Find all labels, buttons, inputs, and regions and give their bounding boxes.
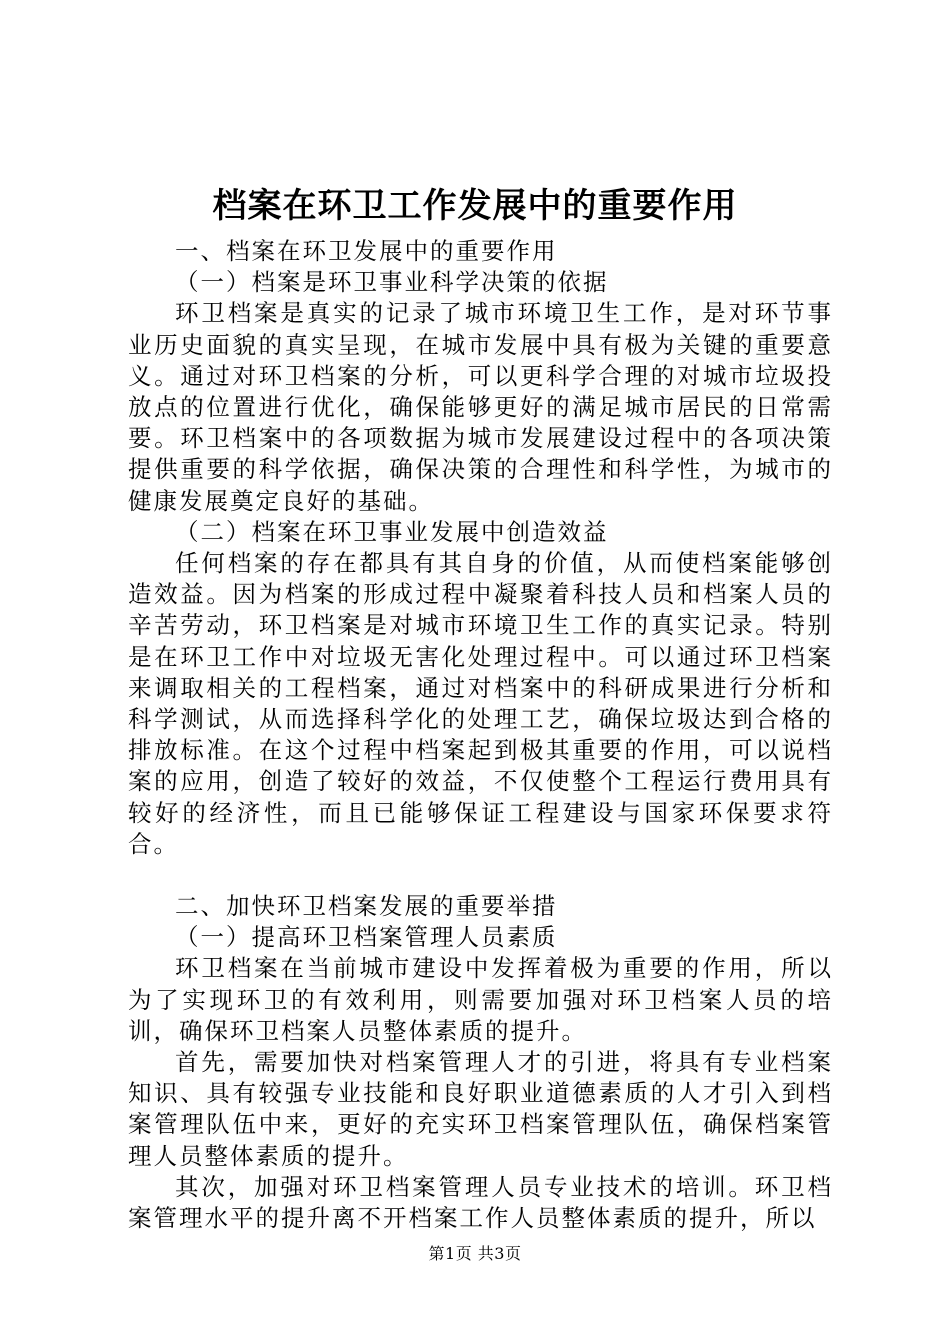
subsection-heading-2-1: （一）提高环卫档案管理人员素质 [175,923,558,952]
page-number: 第1页 共3页 [428,1244,522,1263]
subsection-heading-1-2: （二）档案在环卫事业发展中创造效益 [175,517,609,546]
subsection-heading-1-1: （一）档案是环卫事业科学决策的依据 [175,268,609,297]
document-body [128,236,833,1234]
paragraph-2: 任何档案的存在都具有其自身的价值，从而使档案能够创造效益。因为档案的形成过程中凝聚着科技人员和档案人员的辛苦劳动，环卫档案是对城市环境卫生工作的真实记录。特别是在环卫工作中对垃圾无害化处理过程中。可以通过环卫档案来调取相关的工程档案，通过对档案中的科研成果进行分析和科学测试，从而选择科学化的处理工艺，确保垃圾达到合格的排放标准。在这个过程中档案起到极其重要的作用，可以说档案的应用，创造了较好的效益，不仅使整个工程运行费用具有较好的经济性，而且已能够保证工程建设与国家环保要求符合。 [128,549,833,858]
paragraph-3: 环卫档案在当前城市建设中发挥着极为重要的作用，所以为了实现环卫的有效利用，则需要加强对环卫档案人员的培训，确保环卫档案人员整体素质的提升。 [128,954,833,1045]
section-heading-1: 一、档案在环卫发展中的重要作用 [175,237,558,265]
section-heading-2: 二、加快环卫档案发展的重要举措 [175,892,558,921]
paragraph-1: 环卫档案是真实的记录了城市环境卫生工作，是对环节事业历史面貌的真实呈现，在城市发展中具有极为关键的重要意义。通过对环卫档案的分析，可以更科学合理的对城市垃圾投放点的位置进行优化，确保能够更好的满足城市居民的日常需要。环卫档案中的各项数据为城市发展建设过程中的各项决策提供重要的科学依据，确保决策的合理性和科学性，为城市的健康发展奠定良好的基础。 [128,299,833,515]
paragraph-4: 首先，需要加快对档案管理人才的引进，将具有专业档案知识、具有较强专业技能和良好职业道德素质的人才引入到档案管理队伍中来，更好的充实环卫档案管理队伍，确保档案管理人员整体素质的提升。 [128,1048,833,1170]
paragraph-5: 其次，加强对环卫档案管理人员专业技术的培训。环卫档案管理水平的提升离不开档案工作人员整体素质的提升，所以 [128,1172,833,1233]
document-title: 档案在环卫工作发展中的重要作用 [212,186,738,226]
paragraph-gap [128,860,833,891]
